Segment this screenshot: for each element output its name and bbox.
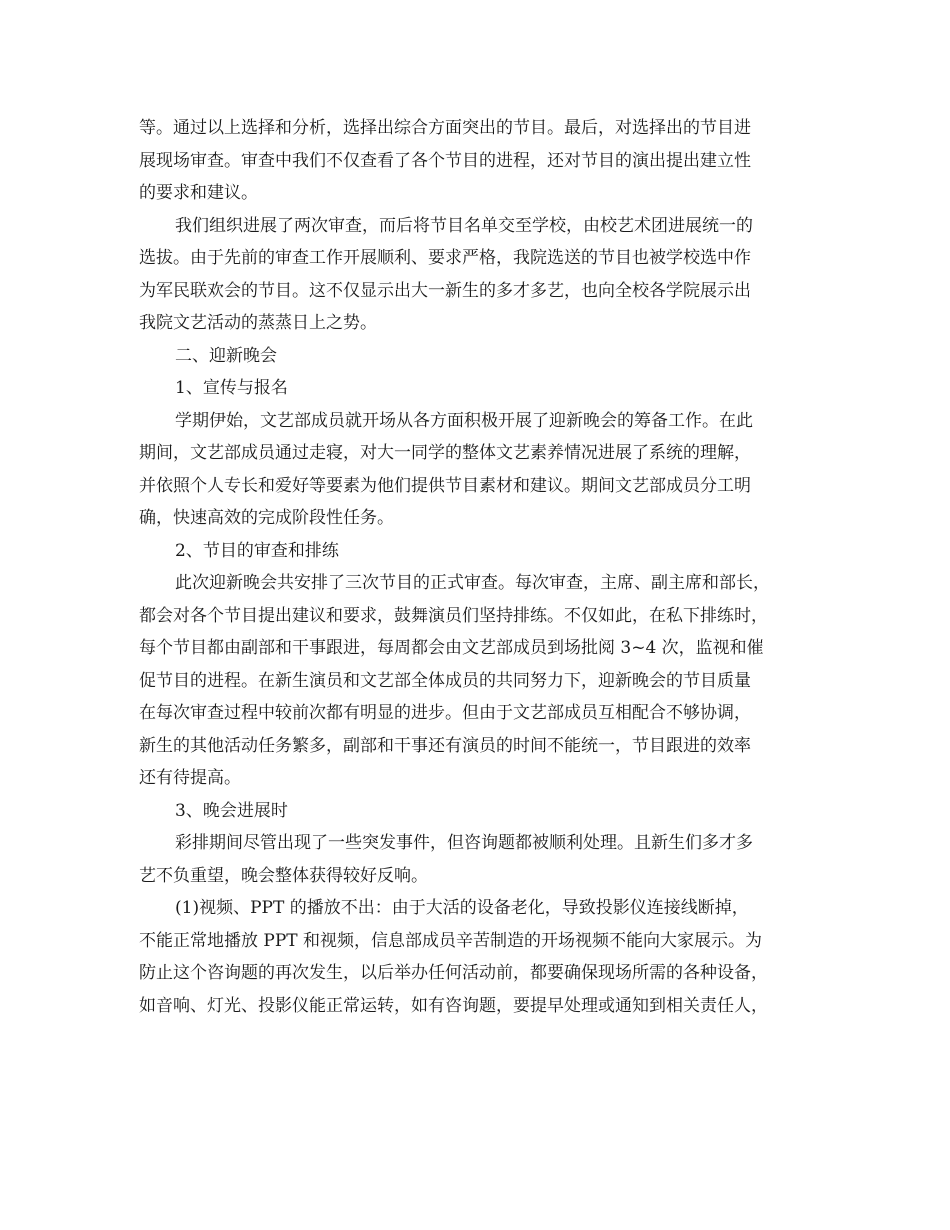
text-line: 此次迎新晚会共安排了三次节目的正式审查。每次审查，主席、副主席和部长， bbox=[175, 573, 770, 593]
text-line: 的要求和建议。 bbox=[139, 183, 258, 203]
text-line: 新生的其他活动任务繁多，副部和干事还有演员的时间不能统一，节目跟进的效率 bbox=[139, 735, 751, 756]
text-line: 不能正常地播放 PPT 和视频，信息部成员辛苦制造的开场视频不能向大家展示。为 bbox=[139, 930, 763, 951]
text-line: 彩排期间尽管出现了一些突发事件，但咨询题都被顺利处理。且新生们多才多 bbox=[175, 833, 753, 853]
text-line: 并依照个人专长和爱好等要素为他们提供节目素材和建议。期间文艺部成员分工明 bbox=[139, 475, 751, 496]
text-line: 选拔。由于先前的审查工作开展顺利、要求严格，我院选送的节目也被学校选中作 bbox=[139, 248, 751, 268]
text-line: 学期伊始，文艺部成员就开场从各方面积极开展了迎新晚会的筹备工作。在此 bbox=[175, 410, 753, 431]
text-line: 我们组织进展了两次审查，而后将节目名单交至学校，由校艺术团进展统一的 bbox=[175, 215, 753, 236]
text-line: 等。通过以上选择和分析，选择出综合方面突出的节目。最后，对选择出的节目进 bbox=[139, 118, 751, 138]
text-line: 3、晚会进展时 bbox=[175, 800, 288, 821]
text-line: 期间，文艺部成员通过走寝，对大一同学的整体文艺素养情况进展了系统的理解， bbox=[139, 443, 751, 463]
text-line: (1)视频、PPT 的播放不出：由于大活的设备老化，导致投影仪连接线断掉， bbox=[175, 898, 749, 918]
text-line: 都会对各个节目提出建议和要求，鼓舞演员们坚持排练。不仅如此，在私下排练时， bbox=[139, 605, 768, 626]
text-line: 2、节目的审查和排练 bbox=[175, 540, 339, 561]
document-body bbox=[139, 112, 829, 1022]
text-line: 1、宣传与报名 bbox=[175, 378, 288, 398]
text-line: 防止这个咨询题的再次发生，以后举办任何活动前，都要确保现场所需的各种设备， bbox=[139, 963, 768, 983]
text-line: 还有待提高。 bbox=[139, 768, 241, 788]
text-line: 二、迎新晚会 bbox=[175, 345, 277, 366]
text-line: 艺不负重望，晚会整体获得较好反响。 bbox=[139, 865, 428, 886]
text-line: 为军民联欢会的节目。这不仅显示出大一新生的多才多艺，也向全校各学院展示出 bbox=[139, 280, 751, 301]
text-line: 展现场审查。审查中我们不仅查看了各个节目的进程，还对节目的演出提出建立性 bbox=[139, 150, 751, 171]
text-line: 如音响、灯光、投影仪能正常运转，如有咨询题，要提早处理或通知到相关责任人， bbox=[139, 995, 768, 1016]
text-line: 我院文艺活动的蒸蒸日上之势。 bbox=[139, 313, 377, 333]
text-line: 在每次审查过程中较前次都有明显的进步。但由于文艺部成员互相配合不够协调， bbox=[139, 703, 751, 723]
text-line: 促节目的进程。在新生演员和文艺部全体成员的共同努力下，迎新晚会的节目质量 bbox=[139, 670, 751, 691]
text-line: 确，快速高效的完成阶段性任务。 bbox=[139, 508, 394, 528]
text-line: 每个节目都由副部和干事跟进，每周都会由文艺部成员到场批阅 3~4 次，监视和催 bbox=[139, 638, 764, 658]
